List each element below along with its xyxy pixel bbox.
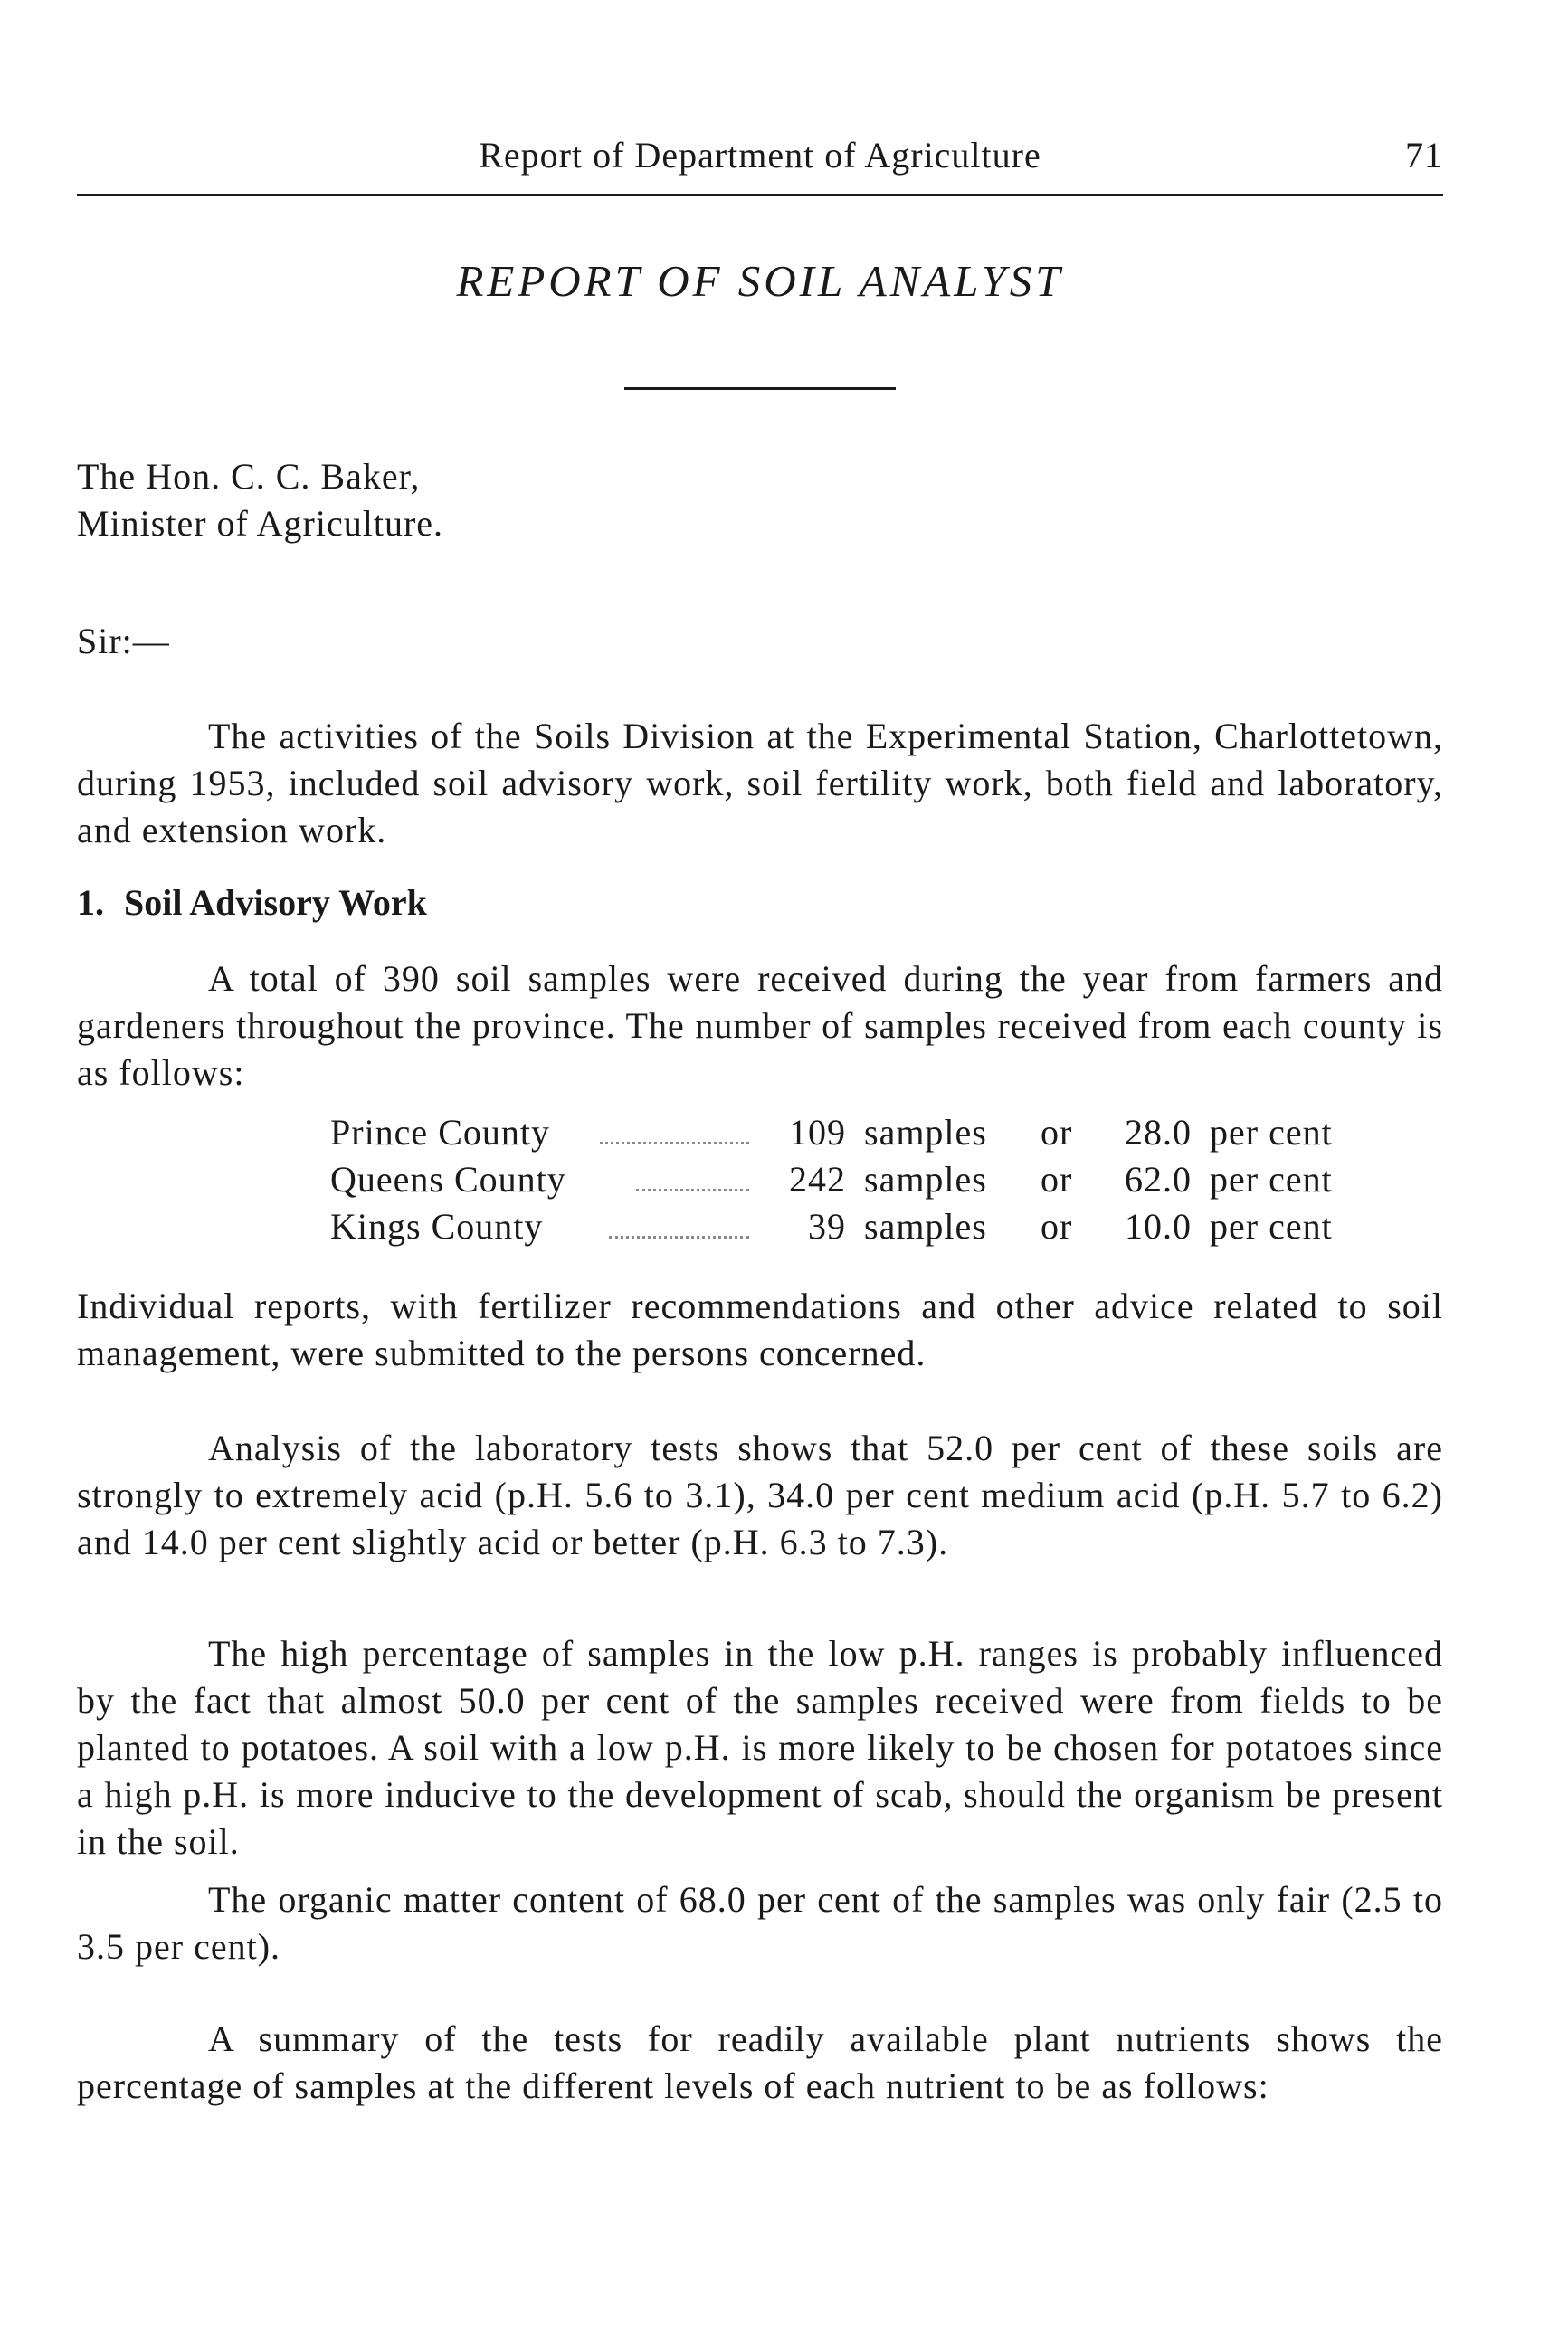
dot-leader bbox=[609, 1218, 749, 1239]
sample-percent: 28.0 bbox=[1125, 1112, 1192, 1153]
ph-paragraph: The high percentage of samples in the low p.H. ranges is probably influenced by the fact that almost 50.0 per cent of the samples received were from fields to be planted to potatoes. A soil with a low p.H. is more likely to be chosen for potatoes since a high p.H. is more inducive to the development of scab, should the organism be present in the soil. bbox=[77, 1633, 1443, 1862]
sample-count: 109 bbox=[789, 1112, 846, 1153]
samples-paragraph: A total of 390 soil samples were received during the year from farmers and gardeners throughout the province. The number of samples received from each county is as follows: bbox=[77, 958, 1443, 1093]
salutation: Sir:— bbox=[77, 621, 170, 661]
county-name: Prince County bbox=[330, 1112, 550, 1153]
sample-count: 39 bbox=[808, 1206, 846, 1247]
table-row bbox=[330, 1111, 1398, 1158]
table-row bbox=[330, 1205, 1398, 1252]
intro-paragraph: The activities of the Soils Division at the Experimental Station, Charlottetown, during 1953, included soil advisory work, soil fertility work, both field and laboratory, and extension work. bbox=[77, 716, 1443, 850]
reports-paragraph: Individual reports, with fertilizer recommendations and other advice related to soil management, were submitted to the persons concerned. bbox=[77, 1286, 1443, 1373]
dot-leader bbox=[600, 1124, 749, 1144]
percent-unit: per cent bbox=[1210, 1206, 1333, 1247]
addressee-name: The Hon. C. C. Baker, bbox=[77, 456, 421, 497]
running-head bbox=[77, 134, 1443, 188]
table-row bbox=[330, 1158, 1398, 1205]
title-rule bbox=[624, 387, 896, 390]
county-name: Queens County bbox=[330, 1159, 566, 1200]
sample-unit: samples bbox=[864, 1206, 987, 1247]
page-number: 71 bbox=[1405, 135, 1443, 176]
sample-percent: 10.0 bbox=[1125, 1206, 1192, 1247]
or-word: or bbox=[1041, 1112, 1073, 1153]
sample-percent: 62.0 bbox=[1125, 1159, 1192, 1200]
nutrients-paragraph: A summary of the tests for readily available plant nutrients shows the percentage of samples at the different levels of each nutrient to be as follows: bbox=[77, 2018, 1443, 2106]
report-title: REPORT OF SOIL ANALYST bbox=[456, 256, 1064, 306]
percent-unit: per cent bbox=[1210, 1159, 1333, 1200]
sample-unit: samples bbox=[864, 1159, 987, 1200]
or-word: or bbox=[1041, 1159, 1073, 1200]
or-word: or bbox=[1041, 1206, 1073, 1247]
section-heading bbox=[77, 881, 427, 924]
header-rule bbox=[77, 194, 1443, 196]
document-page bbox=[77, 0, 1443, 2345]
organic-matter-paragraph: The organic matter content of 68.0 per cent of the samples was only fair (2.5 to 3.5 per cent). bbox=[77, 1879, 1443, 1967]
dot-leader bbox=[636, 1171, 749, 1191]
sample-count: 242 bbox=[789, 1159, 846, 1200]
percent-unit: per cent bbox=[1210, 1112, 1333, 1153]
running-title: Report of Department of Agriculture bbox=[479, 135, 1041, 176]
section-number: 1. bbox=[77, 882, 104, 923]
sample-unit: samples bbox=[864, 1112, 987, 1153]
county-table bbox=[330, 1111, 1398, 1252]
county-name: Kings County bbox=[330, 1206, 544, 1247]
analysis-paragraph: Analysis of the laboratory tests shows that 52.0 per cent of these soils are strongly to extremely acid (p.H. 5.6 to 3.1), 34.0 per cent medium acid (p.H. 5.7 to 6.2) and 14.0 per cent slightly acid or better (p.H. 6.3 to 7.3). bbox=[77, 1428, 1443, 1562]
section-title: Soil Advisory Work bbox=[124, 882, 427, 923]
addressee-position: Minister of Agriculture. bbox=[77, 503, 444, 544]
